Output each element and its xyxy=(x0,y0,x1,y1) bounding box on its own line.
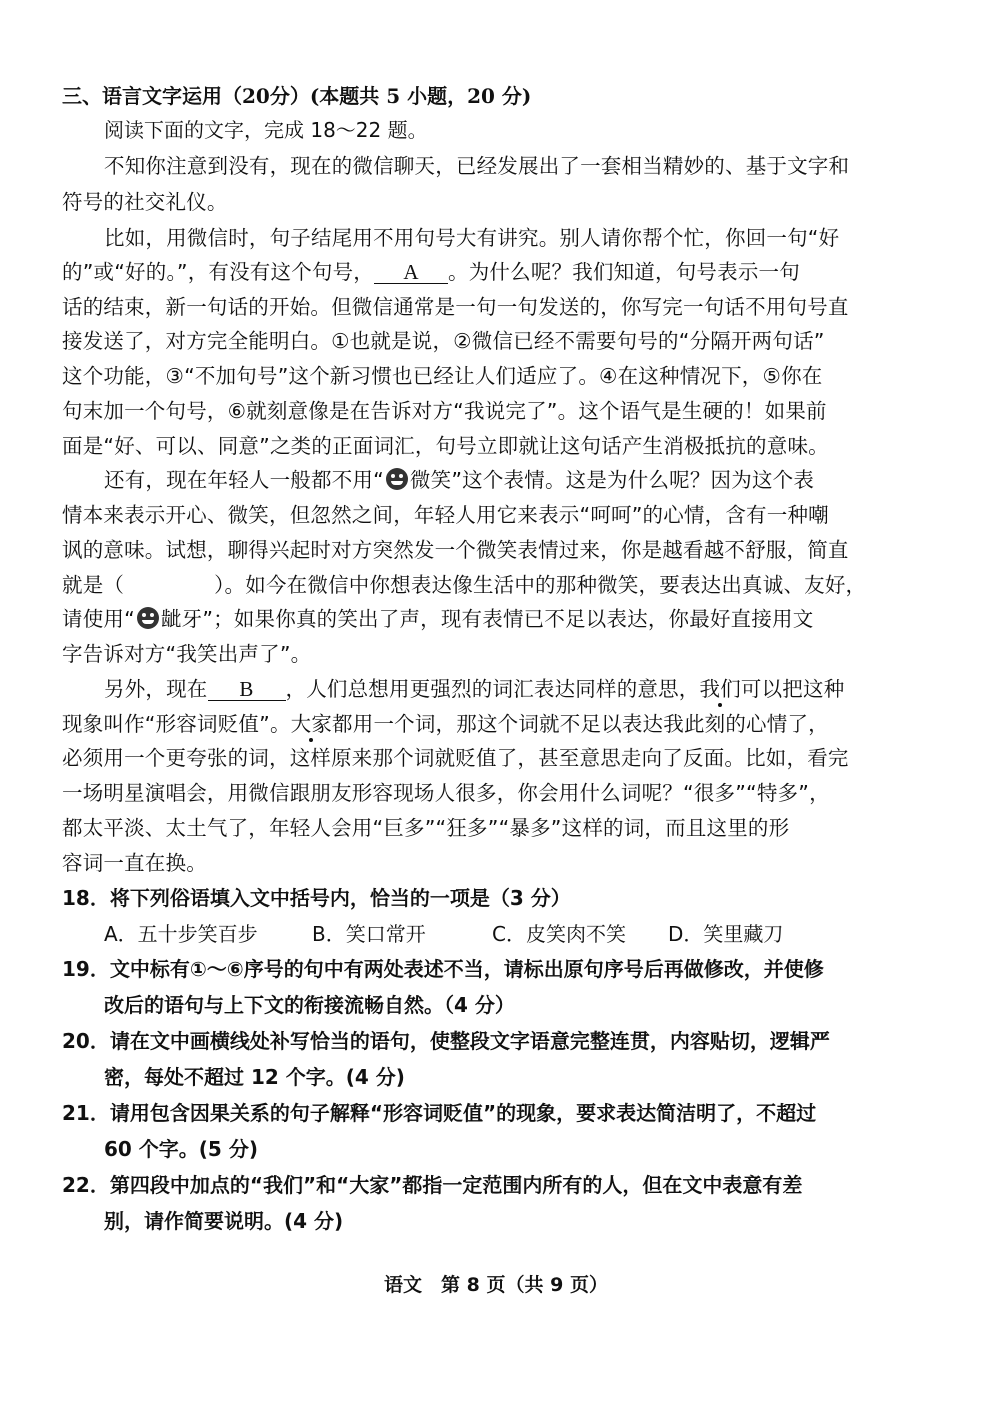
passage-text: 现象叫作“形容词贬值”。 xyxy=(62,712,291,736)
passage-line: 话的结束，新一句话的开始。但微信通常是一句一句发送的，你写完一句话不用句号直 xyxy=(62,295,849,319)
passage-line: 字告诉对方“我笑出声了”。 xyxy=(62,642,312,666)
passage-line: 必须用一个更夸张的词，这样原来那个词就贬值了，甚至意思走向了反面。比如，看完 xyxy=(62,746,849,770)
question-22-cont: 别，请作简要说明。(4 分) xyxy=(104,1209,344,1233)
dotted-word-dajia: 大家 xyxy=(290,712,333,736)
question-20-cont: 密，每处不超过 12 个字。(4 分) xyxy=(104,1065,405,1089)
blank-a[interactable]: A xyxy=(374,261,448,284)
passage-line xyxy=(62,710,829,738)
passage-text: 请使用“ xyxy=(62,607,135,631)
q18-option-d[interactable]: D．笑里藏刀 xyxy=(668,922,784,946)
passage-line: 符号的社交礼仪。 xyxy=(62,190,228,214)
q18-option-c[interactable]: C．皮笑肉不笑 xyxy=(492,922,626,946)
question-20: 20．请在文中画横线处补写恰当的语句，使整段文字语意完整连贯，内容贴切，逻辑严 xyxy=(62,1029,830,1053)
q18-option-a[interactable]: A．五十步笑百步 xyxy=(104,922,258,946)
section-intro: 阅读下面的文字，完成 18～22 题。 xyxy=(104,118,428,142)
passage-text: ，人们总想用更强烈的词汇表达同样的意思， xyxy=(285,677,700,701)
passage-line xyxy=(62,571,866,599)
passage-text: 另外，现在 xyxy=(104,677,208,701)
smile-emoji-icon xyxy=(386,468,408,490)
passage-text: 的”或“好的。”，有没有这个句号， xyxy=(62,260,375,284)
question-21: 21．请用包含因果关系的句子解释“形容词贬值”的现象，要求表达简洁明了，不超过 xyxy=(62,1101,817,1125)
passage-line: 面是“好、可以、同意”之类的正面词汇，句号立即就让这句话产生消极抵抗的意味。 xyxy=(62,434,829,458)
passage-line: 接发送了，对方完全能明白。①也就是说，②微信已经不需要句号的“分隔开两句话” xyxy=(62,329,825,353)
page-footer: 语文 第 8 页（共 9 页） xyxy=(384,1274,608,1296)
passage-text: ）。如今在微信中你想表达像生活中的那种微笑，要表达出真诚、友好， xyxy=(214,573,867,597)
question-18: 18．将下列俗语填入文中括号内，恰当的一项是（3 分） xyxy=(62,886,571,910)
section-title: 三、语言文字运用（20分）(本题共 5 小题，20 分) xyxy=(62,84,532,108)
grin-emoji-icon xyxy=(137,607,159,629)
passage-text: 。为什么呢？我们知道，句号表示一句 xyxy=(448,260,800,284)
passage-line: 比如，用微信时，句子结尾用不用句号大有讲究。别人请你帮个忙，你回一句“好 xyxy=(104,226,840,250)
question-21-cont: 60 个字。(5 分) xyxy=(104,1137,258,1161)
passage-text: 龇牙”；如果你真的笑出了声，现有表情已不足以表达，你最好直接用文 xyxy=(160,607,814,631)
passage-line: 容词一直在换。 xyxy=(62,851,207,875)
passage-text: 就是（ xyxy=(62,573,125,597)
passage-line: 这个功能，③“不加句号”这个新习惯也已经让人们适应了。④在这种情况下，⑤你在 xyxy=(62,364,823,388)
passage-line xyxy=(104,466,814,494)
passage-text: 都用一个词，那这个词就不足以表达我此刻的心情了， xyxy=(332,712,829,736)
passage-line: 不知你注意到没有，现在的微信聊天，已经发展出了一套相当精妙的、基于文字和 xyxy=(104,154,850,178)
question-22: 22．第四段中加点的“我们”和“大家”都指一定范围内所有的人，但在文中表意有差 xyxy=(62,1173,803,1197)
question-19-cont: 改后的语句与上下文的衔接流畅自然。（4 分） xyxy=(104,993,515,1017)
passage-text: 微笑”这个表情。这是为什么呢？因为这个表 xyxy=(409,468,815,492)
passage-text: 还有，现在年轻人一般都不用“ xyxy=(104,468,384,492)
passage-line: 句末加一个句号，⑥就刻意像是在告诉对方“我说完了”。这个语气是生硬的！如果前 xyxy=(62,399,827,423)
passage-text: 可以把这种 xyxy=(740,677,845,701)
question-19: 19．文中标有①～⑥序号的句中有两处表述不当，请标出原句序号后再做修改，并使修 xyxy=(62,957,824,981)
blank-b[interactable]: B xyxy=(208,678,286,701)
passage-line xyxy=(104,675,844,703)
passage-line: 一场明星演唱会，用微信跟朋友形容现场人很多，你会用什么词呢？“很多”“特多”， xyxy=(62,781,830,805)
passage-line: 情本来表示开心、微笑，但忽然之间，年轻人用它来表示“呵呵”的心情，含有一种嘲 xyxy=(62,503,829,527)
passage-line: 都太平淡、太土气了，年轻人会用“巨多”“狂多”“暴多”这样的词，而且这里的形 xyxy=(62,816,790,840)
passage-line: 讽的意味。试想，聊得兴起时对方突然发一个微笑表情过来，你是越看越不舒服，简直 xyxy=(62,538,849,562)
q18-option-b[interactable]: B．笑口常开 xyxy=(312,922,426,946)
passage-line xyxy=(62,605,813,633)
passage-line xyxy=(62,258,800,286)
dotted-word-women: 我们 xyxy=(699,677,741,701)
